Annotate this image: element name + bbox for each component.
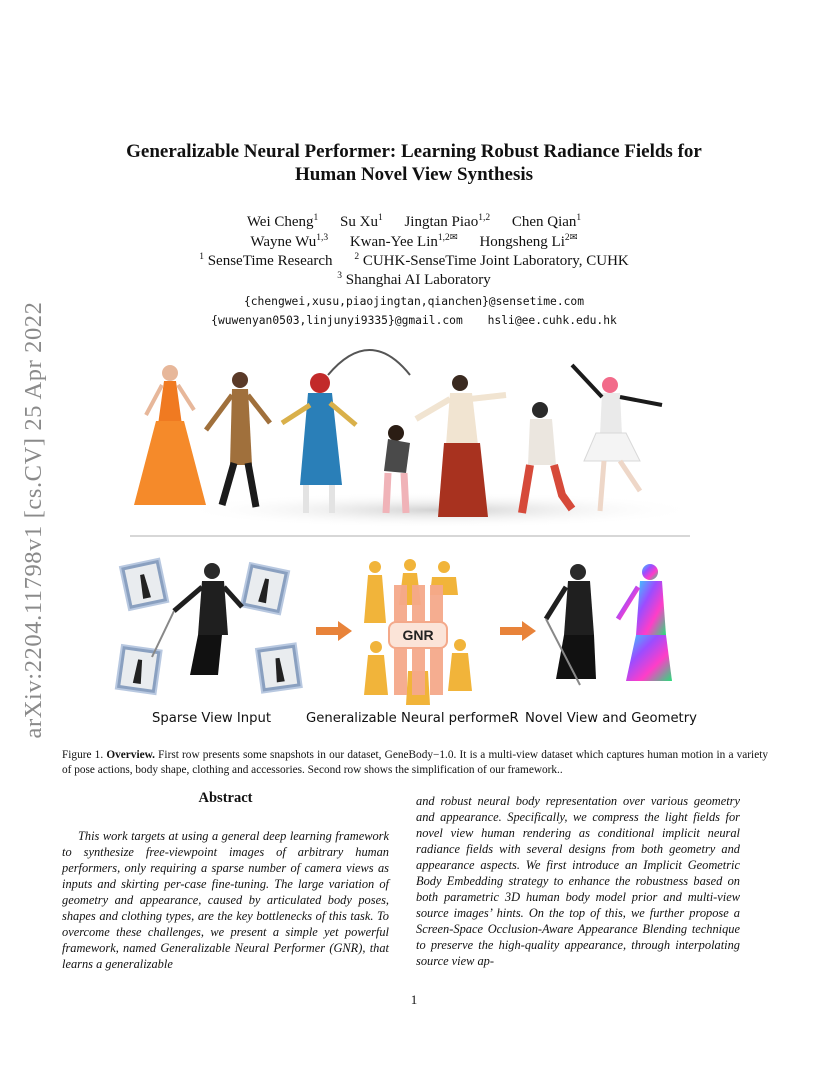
arrow-icon — [316, 621, 352, 641]
affiliation-sup: 1 — [199, 252, 204, 262]
label-novel-view: Novel View and Geometry — [525, 711, 697, 726]
arrow-icon — [500, 621, 536, 641]
affiliation-sup: 3 — [337, 271, 343, 281]
gnr-box-label: GNR — [402, 627, 434, 643]
arxiv-side-stamp: arXiv:2204.11798v1 [cs.CV] 25 Apr 2022 — [20, 301, 47, 739]
affiliation-1: SenseTime Research — [207, 253, 333, 269]
performer-leopard — [206, 372, 270, 507]
author-sup: 1,2✉ — [437, 233, 458, 243]
novel-view-output — [546, 564, 672, 685]
emails-line-1: {chengwei,xusu,piaojingtan,qianchen}@sensetime.com — [243, 295, 585, 308]
label-gnr: Generalizable Neural performeR — [306, 711, 519, 726]
email-single: hsli@ee.cuhk.edu.hk — [487, 314, 617, 327]
author-sup: 1 — [313, 213, 319, 223]
author-name: Wayne Wu — [250, 234, 317, 250]
performer-orange-dress — [134, 365, 206, 505]
affiliation-sup: 2 — [354, 252, 360, 262]
sparse-view-inputs — [116, 559, 302, 694]
affiliation-3: Shanghai AI Laboratory — [345, 272, 491, 288]
figure-1 — [110, 335, 718, 735]
author-sup: 1 — [377, 213, 383, 223]
title-line-1: Generalizable Neural Performer: Learning Robust Radiance Fields for — [126, 141, 702, 162]
caption-text: First row presents some snapshots in our dataset, GeneBody−1.0. It is a multi-view dataset which captures human motion in a variety of pose actions, body shape, clothing and accessories. Second row shows the simplification of our framework.. — [62, 749, 769, 776]
abstract-heading: Abstract — [198, 790, 253, 806]
abstract-right-column: and robust neural body representation over various geometry and appearance. Specifically, we compress the light fields for novel view human rendering as conditional implicit neural radiance fields with several designs from both geometry and appearance aspects. We first introduce an Implicit Geometric Body Embedding strategy to enhance the robustness based on both parametric 3D human body model prior and multi-view source images’ hints. On the top of this, we further propose a Screen-Space Occlusion-Aware Appearance Blending technique to preserve the high-quality appearance, through interpolating source view ap- — [416, 794, 740, 968]
caption-bold: Overview. — [106, 749, 155, 761]
author-name: Jingtan Piao — [404, 214, 479, 230]
author-line-1 — [60, 213, 768, 232]
author-name: Chen Qian — [511, 214, 577, 230]
figure-illustration — [110, 335, 718, 735]
author-sup: 1,3 — [316, 233, 329, 243]
author-name: Hongsheng Li — [479, 234, 565, 250]
gnr-framework — [364, 559, 472, 705]
title-line-2: Human Novel View Synthesis — [294, 164, 534, 185]
email-group: {wuwenyan0503,linjunyi9335}@gmail.com — [211, 314, 463, 327]
paper-title — [60, 140, 768, 186]
author-sup: 1 — [576, 213, 582, 223]
page-number: 1 — [410, 992, 418, 1007]
affiliation-2: CUHK-SenseTime Joint Laboratory, CUHK — [362, 253, 629, 269]
figure-caption — [62, 748, 768, 778]
affiliations-line-1 — [60, 252, 768, 271]
affiliations-line-2 — [60, 271, 768, 290]
author-name: Wei Cheng — [246, 214, 314, 230]
author-name: Su Xu — [340, 214, 378, 230]
label-sparse-view-input: Sparse View Input — [152, 711, 272, 726]
author-name: Kwan-Yee Lin — [349, 234, 438, 250]
performer-dancer — [572, 365, 662, 511]
row-divider — [130, 535, 690, 537]
author-sup: 2✉ — [564, 233, 578, 243]
author-line-2 — [60, 233, 768, 252]
caption-prefix: Figure 1. — [62, 749, 104, 761]
emails-line-2 — [60, 311, 768, 330]
author-sup: 1,2 — [478, 213, 491, 223]
dataset-snapshots — [134, 350, 700, 528]
abstract-left-column: This work targets at using a general deep learning framework to synthesize free-viewpoint images of arbitrary human performers, only requiring a sparse number of camera views as inputs and skirting per-case fine-tuning. The large variation of geometry and appearance, caused by articulated body poses, shapes and clothing types, are the key bottlenecks of this task. To overcome these challenges, we present a simple yet powerful framework, named Generalizable Neural Performer (GNR), that learns a generalizable — [62, 829, 389, 971]
